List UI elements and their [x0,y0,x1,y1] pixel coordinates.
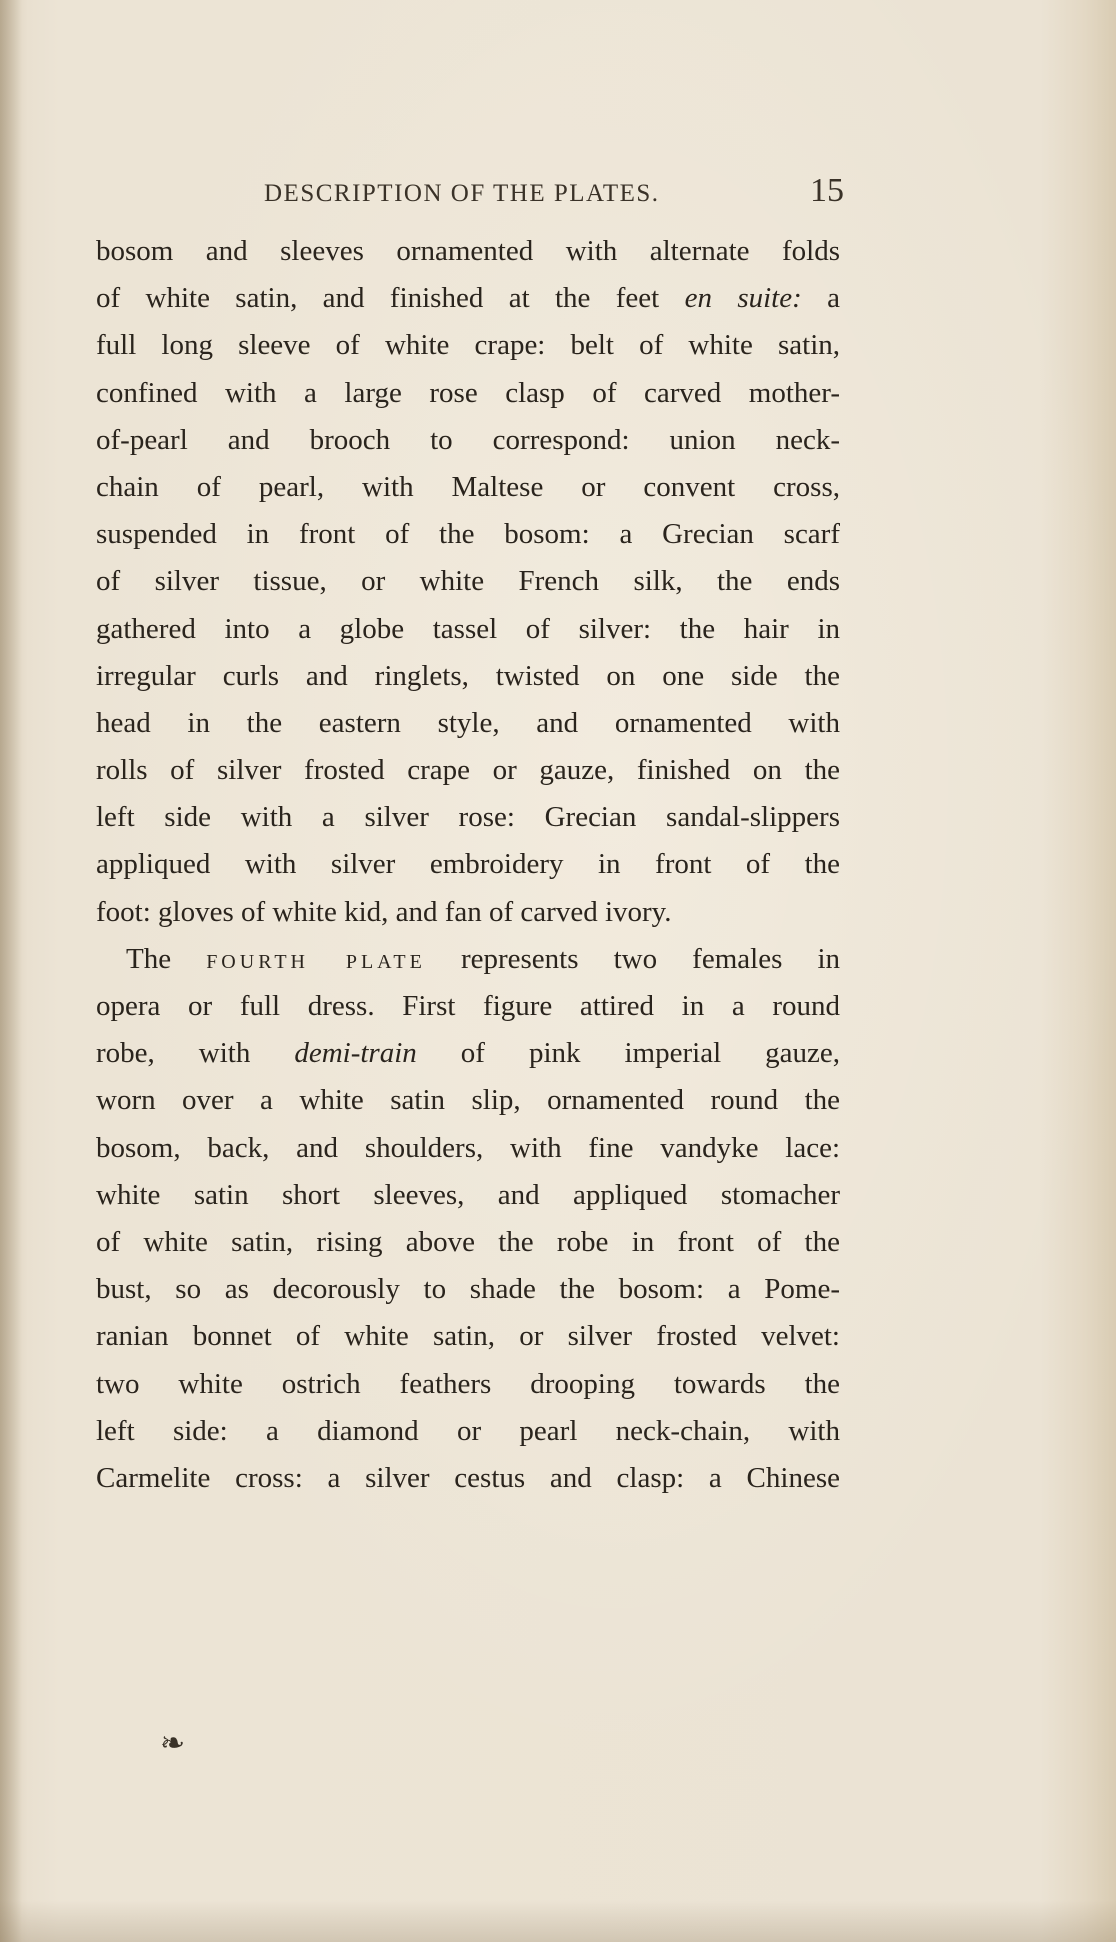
text-line: foot: gloves of white kid, and fan of carved ivory. [96,895,672,928]
gutter-shadow [0,0,22,1942]
text-line: appliqued with silver embroidery in front of the [96,848,840,881]
italic-en-suite: en suite: [684,282,802,315]
text-line: of silver tissue, or white French silk, the ends [96,565,840,598]
text-line: bosom and sleeves ornamented with alternate folds [96,235,840,267]
text-line: of-pearl and brooch to correspond: union neck- [96,423,840,456]
text-line: irregular curls and ringlets, twisted on one side the [96,659,840,692]
text-line: ranian bonnet of white satin, or silver frosted velvet: [96,1320,840,1353]
running-head: DESCRIPTION OF THE PLATES. [264,180,660,207]
text-line: gathered into a globe tassel of silver: the hair in [96,612,840,645]
text-line: robe, with demi-train of pink imperial gauze, [96,1037,840,1070]
italic-demi-train: demi-train [294,1037,417,1070]
text-line: white satin short sleeves, and appliqued stomacher [96,1178,840,1211]
text-line: of white satin, rising above the robe in front of the [96,1225,840,1258]
text-line: bosom, back, and shoulders, with fine vandyke lace: [96,1131,840,1164]
text-line: Carmelite cross: a silver cestus and clasp: a Chinese [96,1461,840,1494]
small-caps-fourth-plate: FOURTH PLATE [206,950,426,973]
body-text [96,228,840,1502]
text-line: chain of pearl, with Maltese or convent cross, [96,470,840,503]
ornament-icon: ❧ [160,1727,186,1760]
page-number: 15 [810,172,844,209]
text-line: left side with a silver rose: Grecian sandal-slippers [96,801,840,834]
text-line: two white ostrich feathers drooping towards the [96,1367,840,1400]
page-header [96,172,844,212]
text-line: opera or full dress. First figure attired in a round [96,990,840,1022]
text-line: full long sleeve of white crape: belt of white satin, [96,329,840,362]
text-line: rolls of silver frosted crape or gauze, finished on the [96,754,840,787]
text-line: worn over a white satin slip, ornamented round the [96,1084,840,1117]
text-line: bust, so as decorously to shade the bosom: a Pome- [96,1273,840,1306]
text-line: suspended in front of the bosom: a Grecian scarf [96,518,840,551]
text-line: of white satin, and finished at the feet en suite: a [96,282,840,315]
text-line-paragraph-start: The FOURTH PLATE represents two females in [126,942,840,975]
page-bottom-edge [0,1900,1116,1942]
text-line: left side: a diamond or pearl neck-chain, with [96,1414,840,1447]
text-line: confined with a large rose clasp of carved mother- [96,376,840,409]
text-line: head in the eastern style, and ornamented with [96,706,840,739]
